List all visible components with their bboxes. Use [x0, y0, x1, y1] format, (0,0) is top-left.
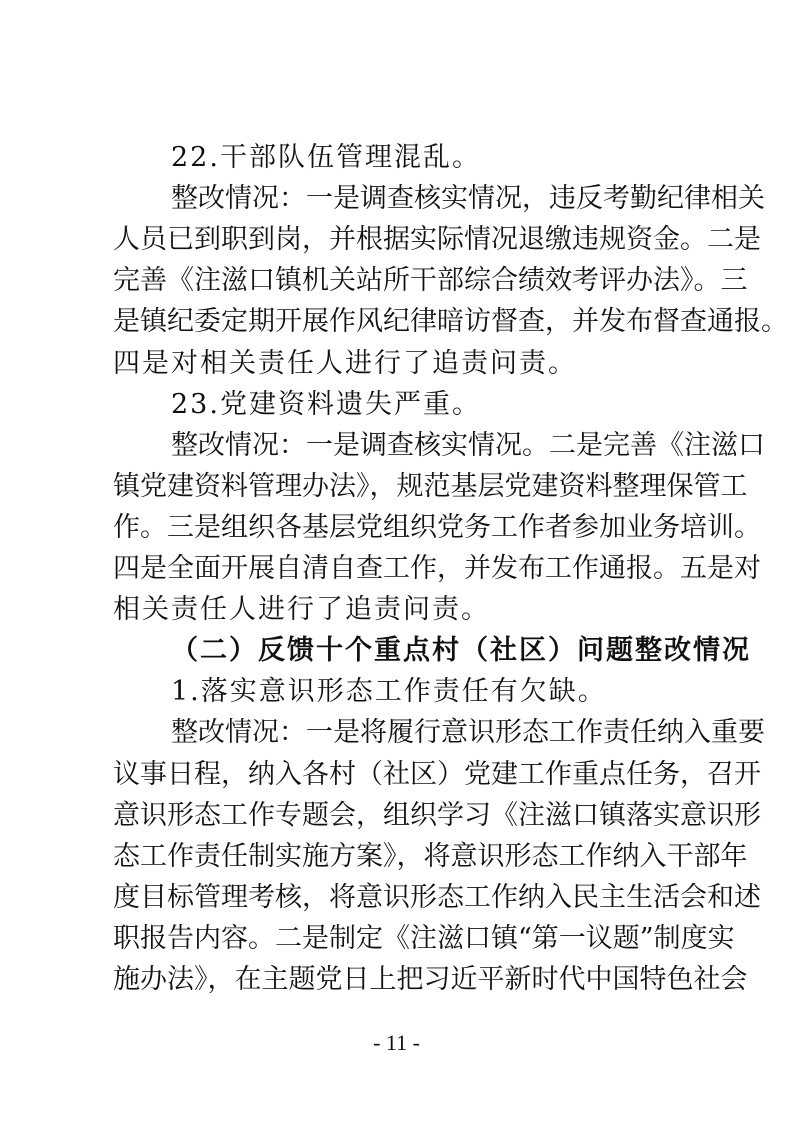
text-line: 作。三是组织各基层党组织党务工作者参加业务培训。	[113, 511, 761, 543]
text-line: 22.干部队伍管理混乱。	[171, 142, 481, 173]
text-line: 意识形态工作专题会，组织学习《注滋口镇落实意识形	[113, 799, 761, 831]
text-line: 1.落实意识形态工作责任有欠缺。	[171, 676, 607, 708]
text-line: 完善《注滋口镇机关站所干部综合绩效考评办法》。三	[113, 265, 748, 297]
text-line: 职报告内容。二是制定《注滋口镇“第一议题”制度实	[113, 922, 735, 954]
section-heading: （二）反馈十个重点村（社区）问题整改情况	[171, 635, 751, 667]
text-line: 相关责任人进行了追责问责。	[113, 594, 490, 626]
text-line: 整改情况：一是调查核实情况。二是完善《注滋口	[171, 429, 765, 461]
text-line: 四是全面开展自清自查工作，并发布工作通报。五是对	[113, 553, 761, 584]
text-line: 整改情况：一是将履行意识形态工作责任纳入重要	[171, 717, 765, 749]
text-line: 四是对相关责任人进行了追责问责。	[113, 347, 577, 379]
text-line: 施办法》，在主题党日上把习近平新时代中国特色社会	[113, 964, 748, 995]
text-line: 23.党建资料遗失严重。	[171, 388, 481, 420]
text-line: 度目标管理考核，将意识形态工作纳入民主生活会和述	[113, 881, 761, 913]
text-line: 人员已到职到岗，并根据实际情况退缴违规资金。二是	[113, 224, 761, 256]
page-number: - 11 -	[373, 1030, 420, 1055]
text-line: 整改情况：一是调查核实情况，违反考勤纪律相关	[171, 183, 765, 215]
text-line: 议事日程，纳入各村（社区）党建工作重点任务，召开	[113, 758, 761, 790]
text-line: 镇党建资料管理办法》，规范基层党建资料整理保管工	[113, 470, 748, 502]
text-line: 是镇纪委定期开展作风纪律暗访督查，并发布督查通报。	[113, 306, 788, 338]
text-line: 态工作责任制实施方案》，将意识形态工作纳入干部年	[113, 840, 748, 872]
